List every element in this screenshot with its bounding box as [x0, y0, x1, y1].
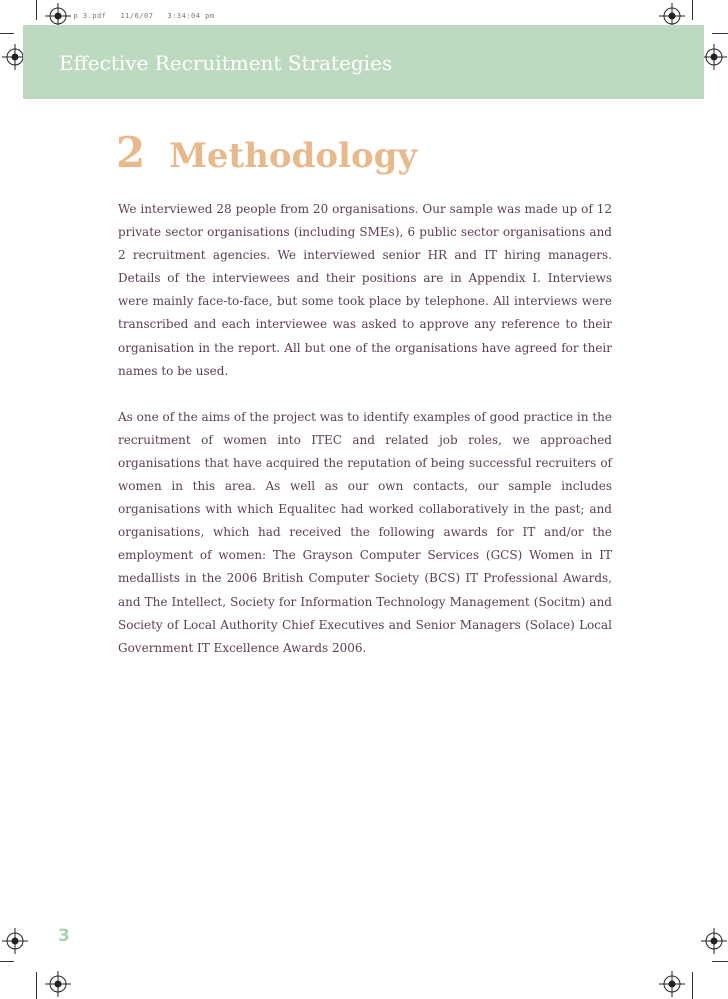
crop-line-top-right	[692, 0, 693, 20]
header-banner	[23, 25, 704, 99]
registration-mark-icon	[2, 928, 28, 954]
section-title: Methodology	[169, 136, 418, 176]
page-number: 3	[58, 926, 70, 946]
paragraph: We interviewed 28 people from 20 organisations. Our sample was made up of 12 private sector organisations (including SMEs), 6 public sector organisations and 2 recruitment agencies. We interviewed senior HR and IT hiring managers. Details of the interviewees and their positions are in Appendix I. Interviews were mainly face-to-face, but some took place by telephone. All interviews were transcribed and each interviewee was asked to approve any reference to their organisation in the report. All but one of the organisations have agreed for their names to be used.	[118, 202, 612, 378]
crop-line-right-bottom	[712, 961, 728, 962]
crop-line-right-top	[712, 33, 728, 34]
section-number: 2	[116, 128, 146, 177]
registration-mark-icon	[45, 971, 71, 997]
document-title: Effective Recruitment Strategies	[59, 51, 393, 75]
body-text	[118, 198, 612, 683]
crop-line-bottom-left	[36, 972, 37, 999]
slug-time: 3:34:04 pm	[167, 12, 215, 20]
crop-line-top-left	[36, 0, 37, 20]
print-slug	[64, 4, 229, 20]
slug-date: 11/6/07	[120, 12, 154, 20]
crop-line-left-top	[0, 33, 14, 34]
crop-line-bottom-right	[692, 972, 693, 999]
paragraph: As one of the aims of the project was to identify examples of good practice in the recruitment of women into ITEC and related job roles, we approached organisations that have acquired the reputation of being successful recruiters of women in this area. As well as our own contacts, our sample includes organisations with which Equalitec had worked collaboratively in the past; and organisations, which had received the following awards for IT and/or the employment of women: The Grayson Computer Services (GCS) Women in IT medallists in the 2006 British Computer Society (BCS) IT Professional Awards, and The Intellect, Society for Information Technology Management (Socitm) and Society of Local Authority Chief Executives and Senior Managers (Solace) Local Government IT Excellence Awards 2006.	[118, 409, 612, 655]
registration-mark-icon	[701, 928, 727, 954]
registration-mark-icon	[659, 971, 685, 997]
section-heading	[116, 128, 417, 177]
slug-file: p 3.pdf	[73, 12, 107, 20]
crop-line-left-bottom	[0, 961, 14, 962]
registration-mark-icon	[701, 44, 727, 70]
